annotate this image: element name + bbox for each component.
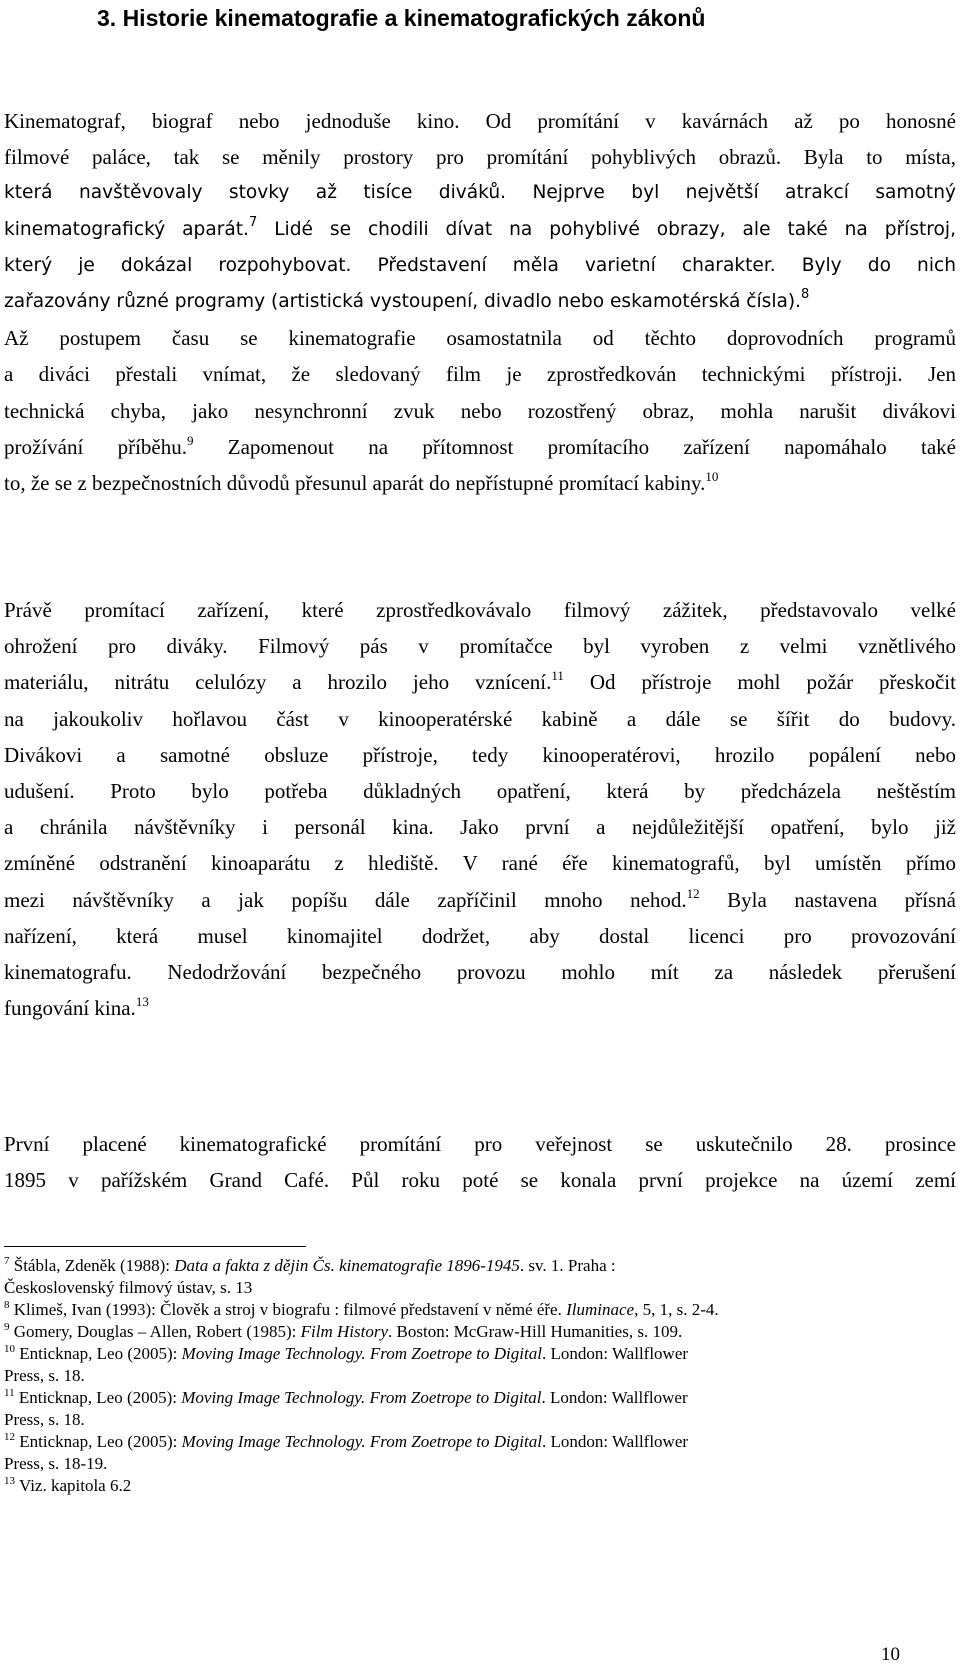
footnote-ref-8[interactable]: 8 — [801, 286, 810, 302]
text-line: kinematografu. Nedodržování bezpečného provozu mohlo mít za následek přerušení — [4, 959, 956, 984]
footnote-text: Enticknap, Leo (2005): — [15, 1344, 182, 1363]
footnote-number: 12 — [4, 1431, 15, 1443]
footnote-10-cont: Press, s. 18. — [4, 1366, 85, 1385]
paragraph-3 — [4, 1126, 956, 1198]
footnote-text: Štábla, Zdeněk (1988): — [9, 1256, 175, 1275]
footnote-text: Gomery, Douglas – Allen, Robert (1985): — [9, 1322, 301, 1341]
text-line: který je dokázal rozpohybovat. Představení měla varietní charakter. Byly do nich — [4, 254, 956, 276]
text-line: Až postupem času se kinematografie osamostatnila od těchto doprovodních programů — [4, 326, 956, 351]
footnote-ref-12[interactable]: 12 — [686, 885, 700, 901]
text-line — [4, 664, 956, 700]
footnote-text: . sv. 1. Praha : — [519, 1256, 616, 1275]
text-line — [4, 882, 956, 918]
text-line — [4, 212, 956, 248]
text-segment: fungování kina. — [4, 996, 136, 1021]
text-line: nařízení, která musel kinomajitel dodržet, aby dostal licenci pro provozování — [4, 923, 956, 948]
footnote-number: 11 — [4, 1387, 15, 1399]
text-segment: materiálu, nitrátu celulózy a hrozilo jeho vznícení. — [4, 670, 552, 695]
footnote-title: Iluminace — [566, 1300, 635, 1319]
footnote-7-cont: Československý filmový ústav, s. 13 — [4, 1278, 253, 1297]
footnotes — [4, 1255, 956, 1497]
footnote-title: Data a fakta z dějin Čs. kinematografie 1896-1945 — [174, 1256, 520, 1275]
text-line: Právě promítací zařízení, které zprostředkovávalo filmový zážitek, představovalo velké — [4, 598, 956, 622]
text-segment: zařazovány různé programy (artistická vystoupení, divadlo nebo eskamotérská čísla). — [4, 290, 802, 312]
paragraph-1 — [4, 103, 956, 501]
footnote-ref-9[interactable]: 9 — [187, 432, 194, 448]
footnote-text: Klimeš, Ivan (1993): Člověk a stroj v biografu : filmové představení v němé éře. — [9, 1300, 567, 1319]
text-line: filmové paláce, tak se měnily prostory pro promítání pohyblivých obrazů. Byla to místa, — [4, 145, 956, 170]
text-segment: kinematografický aparát. — [4, 218, 249, 240]
footnote-title: Moving Image Technology. From Zoetrope to Digital — [181, 1344, 542, 1363]
text-line: Kinematograf, biograf nebo jednoduše kino. Od promítání v kavárnách až po honosné — [4, 109, 956, 133]
footnote-number: 7 — [4, 1255, 10, 1267]
text-line: která navštěvovaly stovky až tisíce diváků. Nejprve byl největší atrakcí samotný — [4, 182, 956, 204]
text-line — [4, 465, 956, 501]
text-segment: Lidé se chodili dívat na pohyblivé obrazy, ale také na přístroj, — [257, 218, 956, 240]
footnote-ref-10[interactable]: 10 — [705, 468, 719, 484]
text-line: ohrožení pro diváky. Filmový pás v promítačce byl vyroben z velmi vznětlivého — [4, 634, 956, 659]
text-line: technická chyba, jako nesynchronní zvuk nebo rozostřený obraz, mohla narušit divákovi — [4, 398, 956, 423]
footnote-11-cont: Press, s. 18. — [4, 1410, 85, 1429]
text-line — [4, 284, 956, 320]
text-line: na jakoukoliv hořlavou část v kinooperatérské kabině a dále se šířit do budovy. — [4, 706, 956, 731]
footnote-title: Moving Image Technology. From Zoetrope to Digital — [181, 1388, 542, 1407]
footnote-text: . Boston: McGraw-Hill Humanities, s. 109. — [388, 1322, 683, 1341]
text-line: Divákovi a samotné obsluze přístroje, tedy kinooperatérovi, hrozilo popálení nebo — [4, 742, 956, 767]
text-line: a chránila návštěvníky i personál kina. Jako první a nejdůležitější opatření, bylo již — [4, 815, 956, 840]
text-segment: Zapomenout na přítomnost promítacího zařízení napomáhalo také — [193, 434, 956, 459]
footnote-title: Film History — [300, 1322, 389, 1341]
footnote-text: . London: Wallflower — [541, 1388, 688, 1407]
text-segment: mezi návštěvníky a jak popíšu dále zapříčinil mnoho nehod. — [4, 887, 687, 912]
text-line: udušení. Proto bylo potřeba důkladných opatření, která by předcházela neštěstím — [4, 778, 956, 803]
text-segment: prožívání příběhu. — [4, 434, 187, 459]
page-number: 10 — [881, 1644, 900, 1665]
footnote-13 — [4, 1475, 956, 1497]
footnote-10 — [4, 1343, 956, 1365]
text-segment: Byla nastavena přísná — [699, 887, 957, 912]
footnote-text: Viz. kapitola 6.2 — [15, 1476, 132, 1495]
footnote-9 — [4, 1321, 956, 1343]
text-line: a diváci přestali vnímat, že sledovaný film je zprostředkován technickými přístroji. Jen — [4, 362, 956, 387]
page-title: 3. Historie kinematografie a kinematografických zákonů — [97, 5, 706, 31]
footnote-text: . London: Wallflower — [541, 1344, 689, 1363]
footnote-separator — [4, 1246, 306, 1247]
footnote-number: 8 — [4, 1299, 10, 1311]
footnote-title: Moving Image Technology. From Zoetrope to Digital — [181, 1432, 542, 1451]
footnote-11 — [4, 1387, 956, 1409]
footnote-12 — [4, 1431, 956, 1453]
text-line — [4, 429, 956, 465]
text-segment: Od přístroje mohl požár přeskočit — [563, 670, 956, 695]
footnote-12-cont: Press, s. 18-19. — [4, 1454, 108, 1473]
text-line: První placené kinematografické promítání pro veřejnost se uskutečnilo 28. prosince — [4, 1132, 956, 1156]
text-line: zmíněné odstranění kinoaparátu z hlediště. V rané éře kinematografů, byl umístěn přímo — [4, 851, 956, 876]
footnote-text: Enticknap, Leo (2005): — [15, 1432, 182, 1451]
text-segment: to, že se z bezpečnostních důvodů přesunul aparát do nepřístupné promítací kabiny. — [4, 470, 706, 495]
footnote-number: 10 — [4, 1343, 15, 1355]
paragraph-2 — [4, 592, 956, 1026]
footnote-ref-7[interactable]: 7 — [248, 214, 258, 230]
text-line: 1895 v pařížském Grand Café. Půl roku poté se konala první projekce na území zemí — [4, 1168, 956, 1193]
text-line — [4, 990, 956, 1026]
footnote-8 — [4, 1299, 956, 1321]
footnote-number: 13 — [4, 1475, 15, 1487]
footnote-ref-11[interactable]: 11 — [551, 668, 564, 684]
footnote-number: 9 — [4, 1321, 10, 1333]
footnote-ref-13[interactable]: 13 — [135, 994, 149, 1010]
footnote-text: . London: Wallflower — [541, 1432, 689, 1451]
footnote-text: Enticknap, Leo (2005): — [14, 1388, 182, 1407]
footnote-text: , 5, 1, s. 2-4. — [634, 1300, 719, 1319]
footnote-7 — [4, 1255, 956, 1277]
